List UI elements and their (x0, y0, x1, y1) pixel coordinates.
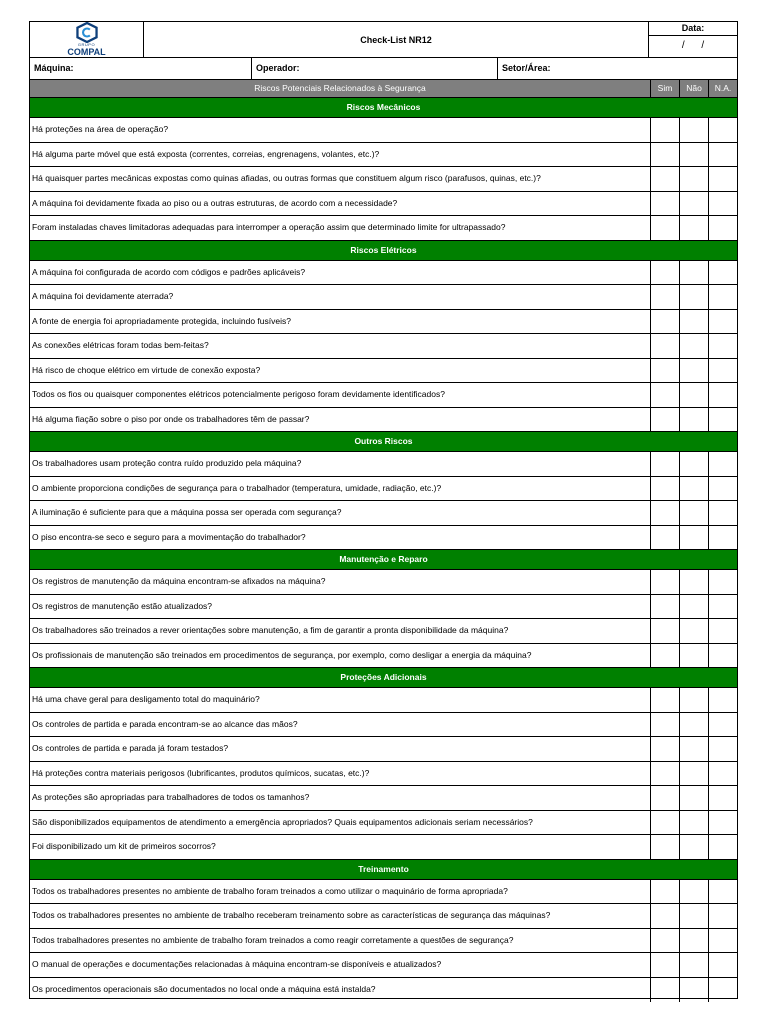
hexagon-logo-icon (75, 22, 99, 43)
section-header: Riscos Elétricos (30, 241, 737, 261)
question-row (30, 762, 737, 787)
answer-no-cell[interactable] (679, 192, 708, 216)
logo-group-text: GRUPO (77, 42, 96, 47)
answer-na-cell[interactable] (708, 118, 737, 142)
answer-no-cell[interactable] (679, 811, 708, 835)
question-text: A fonte de energia foi apropriadamente protegida, incluindo fusíveis? (32, 315, 291, 326)
question-row (30, 644, 737, 669)
answer-no-cell[interactable] (679, 688, 708, 712)
question-text: A máquina foi devidamente fixada ao piso ou a outras estruturas, de acordo com a necessidade? (32, 197, 398, 208)
answer-no-cell[interactable] (679, 216, 708, 240)
answer-yes-cell[interactable] (650, 644, 679, 668)
section-header: Riscos Mecânicos (30, 98, 737, 118)
question-row (30, 383, 737, 408)
answer-yes-cell[interactable] (650, 688, 679, 712)
answer-na-cell[interactable] (708, 452, 737, 476)
question-row (30, 595, 737, 620)
answer-na-cell[interactable] (708, 143, 737, 167)
question-row (30, 835, 737, 860)
answer-no-cell[interactable] (679, 285, 708, 309)
question-text: Há alguma parte móvel que está exposta (correntes, correias, engrenagens, volantes, etc.)? (32, 148, 380, 159)
question-text: Os registros de manutenção estão atualizados? (32, 600, 213, 611)
answer-yes-cell[interactable] (650, 452, 679, 476)
answer-no-cell[interactable] (679, 737, 708, 761)
answer-yes-cell[interactable] (650, 619, 679, 643)
answer-yes-cell[interactable] (650, 359, 679, 383)
answer-no-cell[interactable] (679, 359, 708, 383)
date-field[interactable]: / / (681, 40, 705, 51)
question-row (30, 118, 737, 143)
column-header-no: Não (679, 80, 708, 97)
question-row (30, 880, 737, 905)
question-row (30, 501, 737, 526)
answer-na-cell[interactable] (708, 167, 737, 191)
question-text: Há risco de choque elétrico em virtude de conexão exposta? (32, 364, 261, 375)
answer-no-cell[interactable] (679, 477, 708, 501)
answer-na-cell[interactable] (708, 359, 737, 383)
answer-yes-cell[interactable] (650, 978, 679, 1003)
answer-yes-cell[interactable] (650, 953, 679, 977)
answer-yes-cell[interactable] (650, 167, 679, 191)
answer-na-cell[interactable] (708, 501, 737, 525)
company-logo (30, 22, 144, 57)
checklist-body (30, 98, 737, 1002)
answer-yes-cell[interactable] (650, 811, 679, 835)
column-header-question: Riscos Potenciais Relacionados à Segurança (254, 83, 426, 93)
answer-yes-cell[interactable] (650, 737, 679, 761)
answer-na-cell[interactable] (708, 408, 737, 432)
answer-no-cell[interactable] (679, 619, 708, 643)
answer-na-cell[interactable] (708, 570, 737, 594)
answer-yes-cell[interactable] (650, 477, 679, 501)
question-row (30, 978, 737, 1003)
logo-company-name: COMPAL (67, 47, 106, 57)
question-row (30, 167, 737, 192)
answer-no-cell[interactable] (679, 501, 708, 525)
question-text: O piso encontra-se seco e seguro para a movimentação do trabalhador? (32, 531, 306, 542)
question-row (30, 786, 737, 811)
answer-no-cell[interactable] (679, 167, 708, 191)
question-row (30, 143, 737, 168)
answer-na-cell[interactable] (708, 334, 737, 358)
answer-na-cell[interactable] (708, 929, 737, 953)
question-text: O manual de operações e documentações relacionadas à máquina encontram-se disponíveis e atualizados? (32, 959, 442, 969)
answer-yes-cell[interactable] (650, 143, 679, 167)
answer-no-cell[interactable] (679, 570, 708, 594)
answer-yes-cell[interactable] (650, 285, 679, 309)
column-header-row (30, 80, 737, 98)
question-text: Há alguma fiação sobre o piso por onde os trabalhadores têm de passar? (32, 413, 310, 424)
question-text: Foram instaladas chaves limitadoras adequadas para interromper a operação assim que determinado limite for ultrapassado? (32, 222, 506, 232)
answer-yes-cell[interactable] (650, 216, 679, 240)
answer-yes-cell[interactable] (650, 261, 679, 285)
answer-na-cell[interactable] (708, 978, 737, 1003)
column-header-yes: Sim (650, 80, 679, 97)
answer-na-cell[interactable] (708, 285, 737, 309)
question-row (30, 570, 737, 595)
column-header-na: N.A. (708, 80, 737, 97)
question-row (30, 285, 737, 310)
question-text: Há proteções contra materiais perigosos (lubrificantes, produtos químicos, sucatas, etc.)? (32, 767, 370, 778)
answer-no-cell[interactable] (679, 334, 708, 358)
question-text: Os controles de partida e parada encontram-se ao alcance das mãos? (32, 718, 298, 729)
answer-no-cell[interactable] (679, 261, 708, 285)
answer-na-cell[interactable] (708, 835, 737, 859)
question-text: Há uma chave geral para desligamento total do maquinário? (32, 694, 260, 704)
answer-yes-cell[interactable] (650, 310, 679, 334)
answer-no-cell[interactable] (679, 762, 708, 786)
answer-yes-cell[interactable] (650, 929, 679, 953)
question-text: A máquina foi configurada de acordo com códigos e padrões aplicáveis? (32, 266, 306, 277)
answer-no-cell[interactable] (679, 526, 708, 550)
answer-na-cell[interactable] (708, 383, 737, 407)
answer-no-cell[interactable] (679, 978, 708, 1003)
question-text: Foi disponibilizado um kit de primeiros socorros? (32, 841, 216, 851)
answer-na-cell[interactable] (708, 762, 737, 786)
answer-no-cell[interactable] (679, 904, 708, 928)
answer-yes-cell[interactable] (650, 786, 679, 810)
answer-na-cell[interactable] (708, 811, 737, 835)
section-header: Treinamento (30, 860, 737, 880)
answer-no-cell[interactable] (679, 786, 708, 810)
question-text: Todos os trabalhadores presentes no ambiente de trabalho foram treinados a como utilizar o maquinário de forma apropriada? (32, 885, 508, 896)
question-row (30, 688, 737, 713)
question-text: Há proteções na área de operação? (32, 124, 169, 134)
answer-no-cell[interactable] (679, 953, 708, 977)
answer-na-cell[interactable] (708, 477, 737, 501)
question-text: Os trabalhadores usam proteção contra ruído produzido pela máquina? (32, 458, 302, 468)
question-text: Os profissionais de manutenção são treinados em procedimentos de segurança, por exemplo, como desligar a energia da máquina? (32, 649, 532, 660)
answer-no-cell[interactable] (679, 644, 708, 668)
machine-field[interactable]: Máquina: (30, 58, 252, 79)
question-text: Os procedimentos operacionais são documentados no local onde a máquina está instalda? (32, 983, 376, 994)
answer-na-cell[interactable] (708, 216, 737, 240)
date-label: Data: (649, 22, 737, 36)
question-row (30, 359, 737, 384)
answer-no-cell[interactable] (679, 835, 708, 859)
question-row (30, 953, 737, 978)
answer-na-cell[interactable] (708, 644, 737, 668)
answer-yes-cell[interactable] (650, 835, 679, 859)
question-row (30, 408, 737, 433)
answer-na-cell[interactable] (708, 261, 737, 285)
question-text: Os registros de manutenção da máquina encontram-se afixados na máquina? (32, 576, 326, 586)
question-text: Todos trabalhadores presentes no ambiente de trabalho foram treinados a como reagir corretamente a questões de segurança? (32, 934, 514, 945)
question-row (30, 811, 737, 836)
question-row (30, 452, 737, 477)
answer-na-cell[interactable] (708, 953, 737, 977)
question-row (30, 619, 737, 644)
question-text: Todos os trabalhadores presentes no ambiente de trabalho receberam treinamento sobre as características de segurança das máquinas? (32, 910, 551, 920)
operator-field[interactable]: Operador: (252, 58, 498, 79)
document-title: Check-List NR12 (144, 22, 649, 57)
answer-na-cell[interactable] (708, 880, 737, 904)
question-text: A máquina foi devidamente aterrada? (32, 291, 174, 301)
question-row (30, 904, 737, 929)
answer-na-cell[interactable] (708, 904, 737, 928)
answer-yes-cell[interactable] (650, 904, 679, 928)
answer-na-cell[interactable] (708, 619, 737, 643)
question-text: Há quaisquer partes mecânicas expostas como quinas afiadas, ou outras formas que constituem algum risco (parafusos, quinas, etc.)? (32, 173, 541, 183)
answer-no-cell[interactable] (679, 143, 708, 167)
answer-na-cell[interactable] (708, 688, 737, 712)
header-row (30, 22, 737, 58)
answer-yes-cell[interactable] (650, 570, 679, 594)
question-text: São disponibilizados equipamentos de atendimento a emergência apropriados? Quais equipamentos adicionais seriam necessários? (32, 816, 533, 827)
answer-yes-cell[interactable] (650, 408, 679, 432)
answer-no-cell[interactable] (679, 452, 708, 476)
answer-no-cell[interactable] (679, 880, 708, 904)
answer-na-cell[interactable] (708, 786, 737, 810)
answer-na-cell[interactable] (708, 192, 737, 216)
answer-no-cell[interactable] (679, 118, 708, 142)
answer-no-cell[interactable] (679, 310, 708, 334)
answer-na-cell[interactable] (708, 713, 737, 737)
answer-na-cell[interactable] (708, 737, 737, 761)
section-header: Outros Riscos (30, 432, 737, 452)
answer-yes-cell[interactable] (650, 526, 679, 550)
question-row (30, 477, 737, 502)
answer-yes-cell[interactable] (650, 192, 679, 216)
question-row (30, 310, 737, 335)
question-text: As proteções são apropriadas para trabalhadores de todos os tamanhos? (32, 792, 310, 802)
answer-yes-cell[interactable] (650, 383, 679, 407)
answer-yes-cell[interactable] (650, 880, 679, 904)
answer-no-cell[interactable] (679, 713, 708, 737)
answer-na-cell[interactable] (708, 310, 737, 334)
answer-yes-cell[interactable] (650, 595, 679, 619)
question-row (30, 526, 737, 551)
checklist-sheet (29, 21, 738, 999)
question-text: Os controles de partida e parada já foram testados? (32, 743, 229, 753)
answer-no-cell[interactable] (679, 383, 708, 407)
answer-yes-cell[interactable] (650, 118, 679, 142)
question-row (30, 334, 737, 359)
answer-no-cell[interactable] (679, 408, 708, 432)
answer-yes-cell[interactable] (650, 713, 679, 737)
section-header: Manutenção e Reparo (30, 550, 737, 570)
answer-na-cell[interactable] (708, 595, 737, 619)
answer-yes-cell[interactable] (650, 334, 679, 358)
answer-no-cell[interactable] (679, 929, 708, 953)
section-header: Proteções Adicionais (30, 668, 737, 688)
question-text: O ambiente proporciona condições de segurança para o trabalhador (temperatura, umidade, radiação, etc.)? (32, 482, 442, 493)
answer-no-cell[interactable] (679, 595, 708, 619)
date-box (649, 22, 737, 57)
question-row (30, 192, 737, 217)
question-row (30, 713, 737, 738)
info-row (30, 58, 737, 80)
question-text: As conexões elétricas foram todas bem-feitas? (32, 340, 209, 350)
question-row (30, 737, 737, 762)
question-text: Todos os fios ou quaisquer componentes elétricos potencialmente perigoso foram devidamente identificados? (32, 389, 445, 399)
question-row (30, 216, 737, 241)
answer-na-cell[interactable] (708, 526, 737, 550)
answer-yes-cell[interactable] (650, 501, 679, 525)
sector-field[interactable]: Setor/Área: (502, 63, 551, 73)
answer-yes-cell[interactable] (650, 762, 679, 786)
question-text: Os trabalhadores são treinados a rever orientações sobre manutenção, a fim de garantir a pronta disponibilidade da máquina? (32, 625, 509, 635)
question-row (30, 929, 737, 954)
question-row (30, 261, 737, 286)
question-text: A iluminação é suficiente para que a máquina possa ser operada com segurança? (32, 507, 342, 517)
